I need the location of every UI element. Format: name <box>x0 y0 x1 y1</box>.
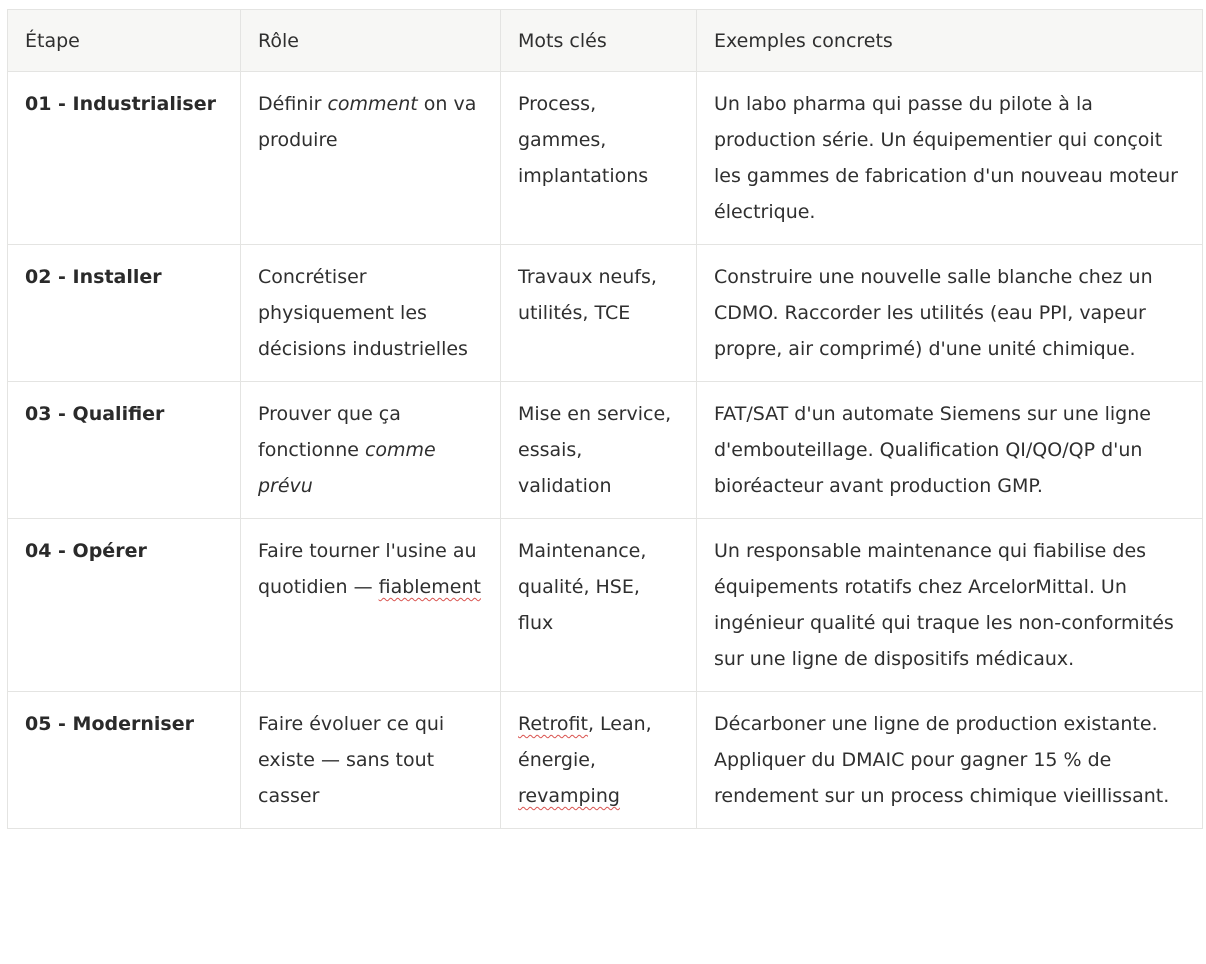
table-row <box>8 72 1203 245</box>
keywords-cell: Retrofit, Lean, énergie, revamping <box>501 692 697 829</box>
keywords-cell: Process, gammes, implantations <box>501 72 697 245</box>
example-cell: Décarboner une ligne de production existante. Appliquer du DMAIC pour gagner 15 % de rendement sur un process chimique vieillissant. <box>697 692 1203 829</box>
table-row <box>8 519 1203 692</box>
header-row <box>8 10 1203 72</box>
example-cell: Un labo pharma qui passe du pilote à la production série. Un équipementier qui conçoit les gammes de fabrication d'un nouveau moteur électrique. <box>697 72 1203 245</box>
example-cell: Construire une nouvelle salle blanche chez un CDMO. Raccorder les utilités (eau PPI, vapeur propre, air comprimé) d'une unité chimique. <box>697 245 1203 382</box>
spellcheck-word[interactable]: fiablement <box>378 576 481 598</box>
role-cell: Faire tourner l'usine au quotidien — fiablement <box>241 519 501 692</box>
keywords-cell: Mise en service, essais, validation <box>501 382 697 519</box>
header-role: Rôle <box>241 10 501 72</box>
keywords-cell: Travaux neufs, utilités, TCE <box>501 245 697 382</box>
table-row <box>8 692 1203 829</box>
role-cell: Définir comment on va produire <box>241 72 501 245</box>
stages-table <box>7 9 1203 829</box>
role-cell: Concrétiser physiquement les décisions industrielles <box>241 245 501 382</box>
spellcheck-word[interactable]: revamping <box>518 785 620 807</box>
role-cell: Faire évoluer ce qui existe — sans tout casser <box>241 692 501 829</box>
step-cell: 04 - Opérer <box>8 519 241 692</box>
header-step: Étape <box>8 10 241 72</box>
table-row <box>8 382 1203 519</box>
step-cell: 05 - Moderniser <box>8 692 241 829</box>
table-row <box>8 245 1203 382</box>
step-cell: 03 - Qualifier <box>8 382 241 519</box>
example-cell: Un responsable maintenance qui fiabilise des équipements rotatifs chez ArcelorMittal. Un ingénieur qualité qui traque les non-conformités sur une ligne de dispositifs médicaux. <box>697 519 1203 692</box>
role-cell: Prouver que ça fonctionne comme prévu <box>241 382 501 519</box>
step-cell: 02 - Installer <box>8 245 241 382</box>
keywords-cell: Maintenance, qualité, HSE, flux <box>501 519 697 692</box>
step-cell: 01 - Industrialiser <box>8 72 241 245</box>
spellcheck-word[interactable]: Retrofit <box>518 713 588 735</box>
header-keywords: Mots clés <box>501 10 697 72</box>
example-cell: FAT/SAT d'un automate Siemens sur une ligne d'embouteillage. Qualification QI/QO/QP d'un bioréacteur avant production GMP. <box>697 382 1203 519</box>
header-examples: Exemples concrets <box>697 10 1203 72</box>
